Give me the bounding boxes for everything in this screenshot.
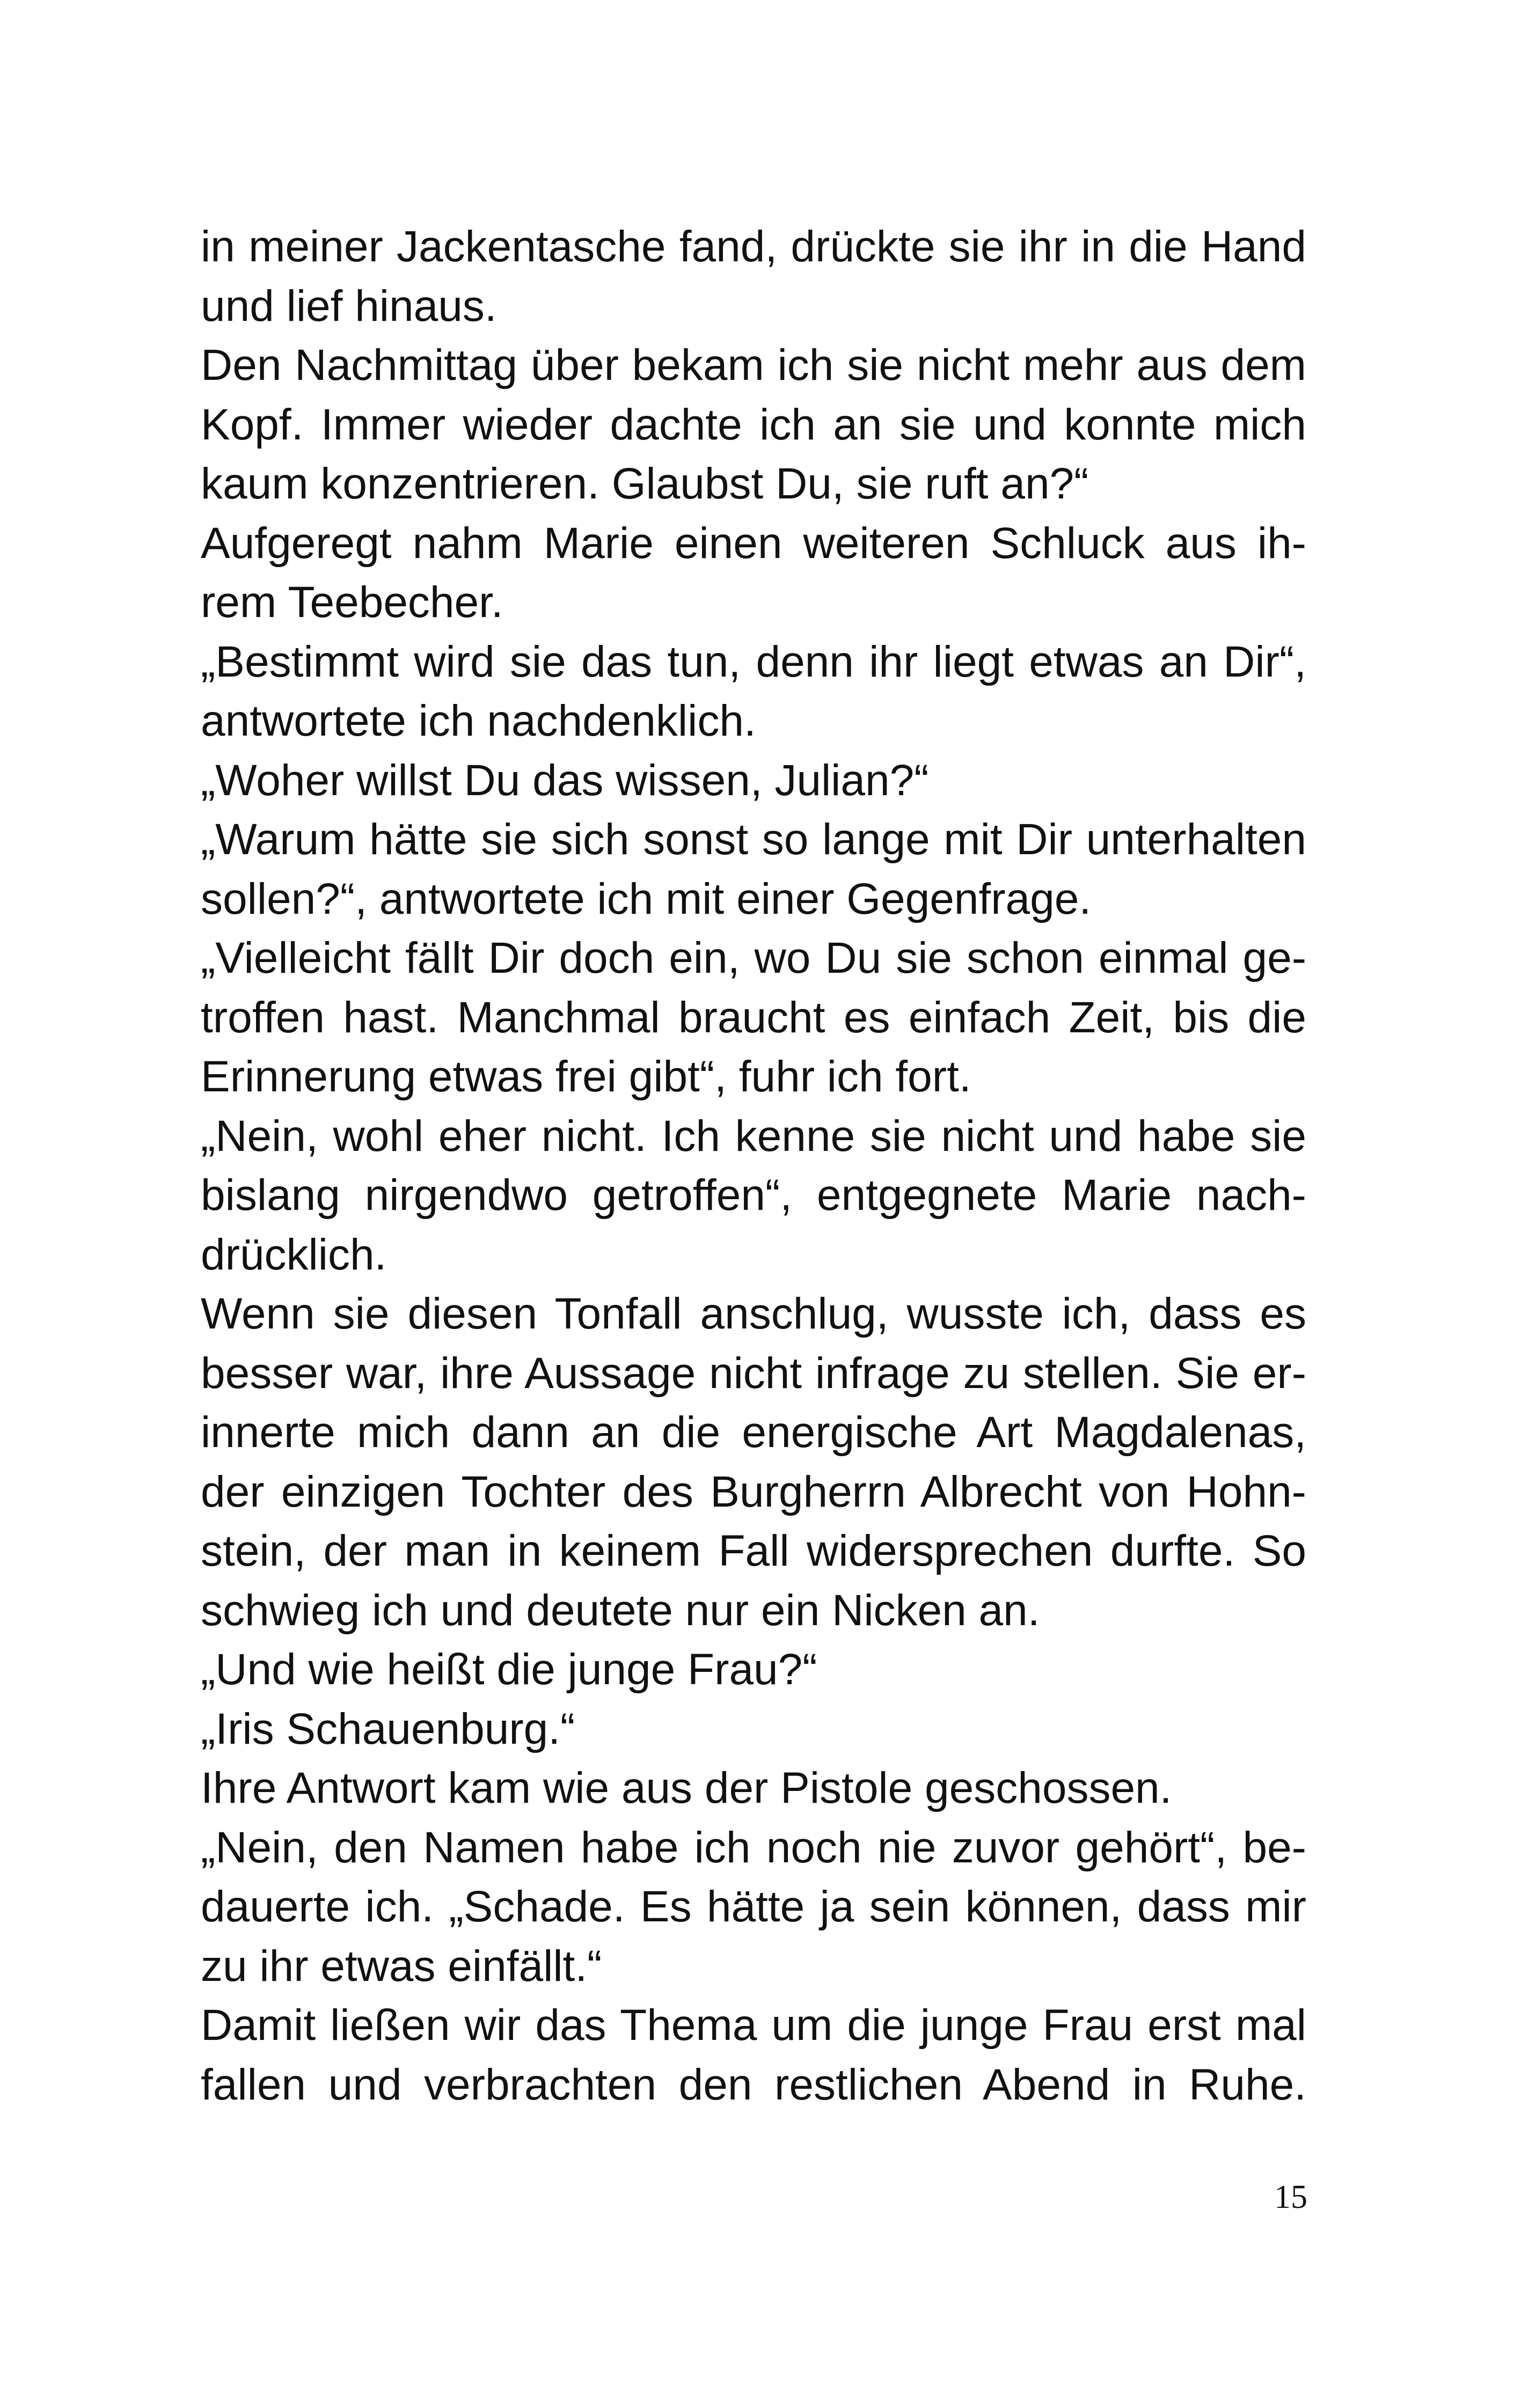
text-line: troffen hast. Manchmal braucht es einfach Zeit, bis die xyxy=(201,993,1306,1042)
text-line: „Bestimmt wird sie das tun, denn ihr liegt etwas an Dir“, xyxy=(201,637,1306,686)
text-line: fallen und verbrachten den restlichen Abend in Ruhe. xyxy=(201,2060,1306,2109)
text-line: Ihre Antwort kam wie aus der Pistole geschossen. xyxy=(201,1764,1172,1812)
text-line: in meiner Jackentasche fand, drückte sie ihr in die Hand xyxy=(201,222,1306,271)
text-line: drücklich. xyxy=(201,1230,387,1279)
text-line: Aufgeregt nahm Marie einen weiteren Schluck aus ih- xyxy=(201,518,1306,568)
text-line: „Nein, wohl eher nicht. Ich kenne sie nicht und habe sie xyxy=(201,1111,1306,1161)
text-line: Kopf. Immer wieder dachte ich an sie und konnte mich xyxy=(201,400,1306,449)
text-line: sollen?“, antwortete ich mit einer Gegenfrage. xyxy=(201,874,1092,923)
text-line: schwieg ich und deutete nur ein Nicken an. xyxy=(201,1585,1040,1635)
text-line: dauerte ich. „Schade. Es hätte ja sein können, dass mir xyxy=(201,1882,1306,1931)
body-text xyxy=(201,217,1306,2115)
text-line: „Iris Schauenburg.“ xyxy=(201,1704,575,1753)
text-line: Den Nachmittag über bekam ich sie nicht mehr aus dem xyxy=(201,341,1306,390)
text-line: und lief hinaus. xyxy=(201,281,497,331)
text-line: „Und wie heißt die junge Frau?“ xyxy=(201,1645,817,1694)
text-line: der einzigen Tochter des Burgherrn Albrecht von Hohn- xyxy=(201,1467,1306,1516)
text-line: „Nein, den Namen habe ich noch nie zuvor gehört“, be- xyxy=(201,1823,1306,1872)
text-line: Damit ließen wir das Thema um die junge Frau erst mal xyxy=(201,2001,1306,2050)
page-number: 15 xyxy=(1274,2179,1307,2215)
text-line: „Woher willst Du das wissen, Julian?“ xyxy=(201,755,929,805)
text-line: antwortete ich nachdenklich. xyxy=(201,696,756,745)
text-line: kaum konzentrieren. Glaubst Du, sie ruft an?“ xyxy=(201,459,1089,508)
text-line: zu ihr etwas einfällt.“ xyxy=(201,1941,602,1991)
text-line: stein, der man in keinem Fall widersprechen durfte. So xyxy=(201,1526,1306,1575)
text-line: „Warum hätte sie sich sonst so lange mit Dir unterhalten xyxy=(201,815,1306,864)
text-line: besser war, ihre Aussage nicht infrage zu stellen. Sie er- xyxy=(201,1348,1306,1398)
text-line: „Vielleicht fällt Dir doch ein, wo Du sie schon einmal ge- xyxy=(201,934,1306,982)
text-line: rem Teebecher. xyxy=(201,578,503,627)
text-line: Erinnerung etwas frei gibt“, fuhr ich fort. xyxy=(201,1052,971,1101)
text-line: innerte mich dann an die energische Art Magdalenas, xyxy=(201,1408,1306,1457)
text-line: bislang nirgendwo getroffen“, entgegnete Marie nach- xyxy=(201,1171,1306,1220)
text-line: Wenn sie diesen Tonfall anschlug, wusste ich, dass es xyxy=(201,1289,1306,1338)
